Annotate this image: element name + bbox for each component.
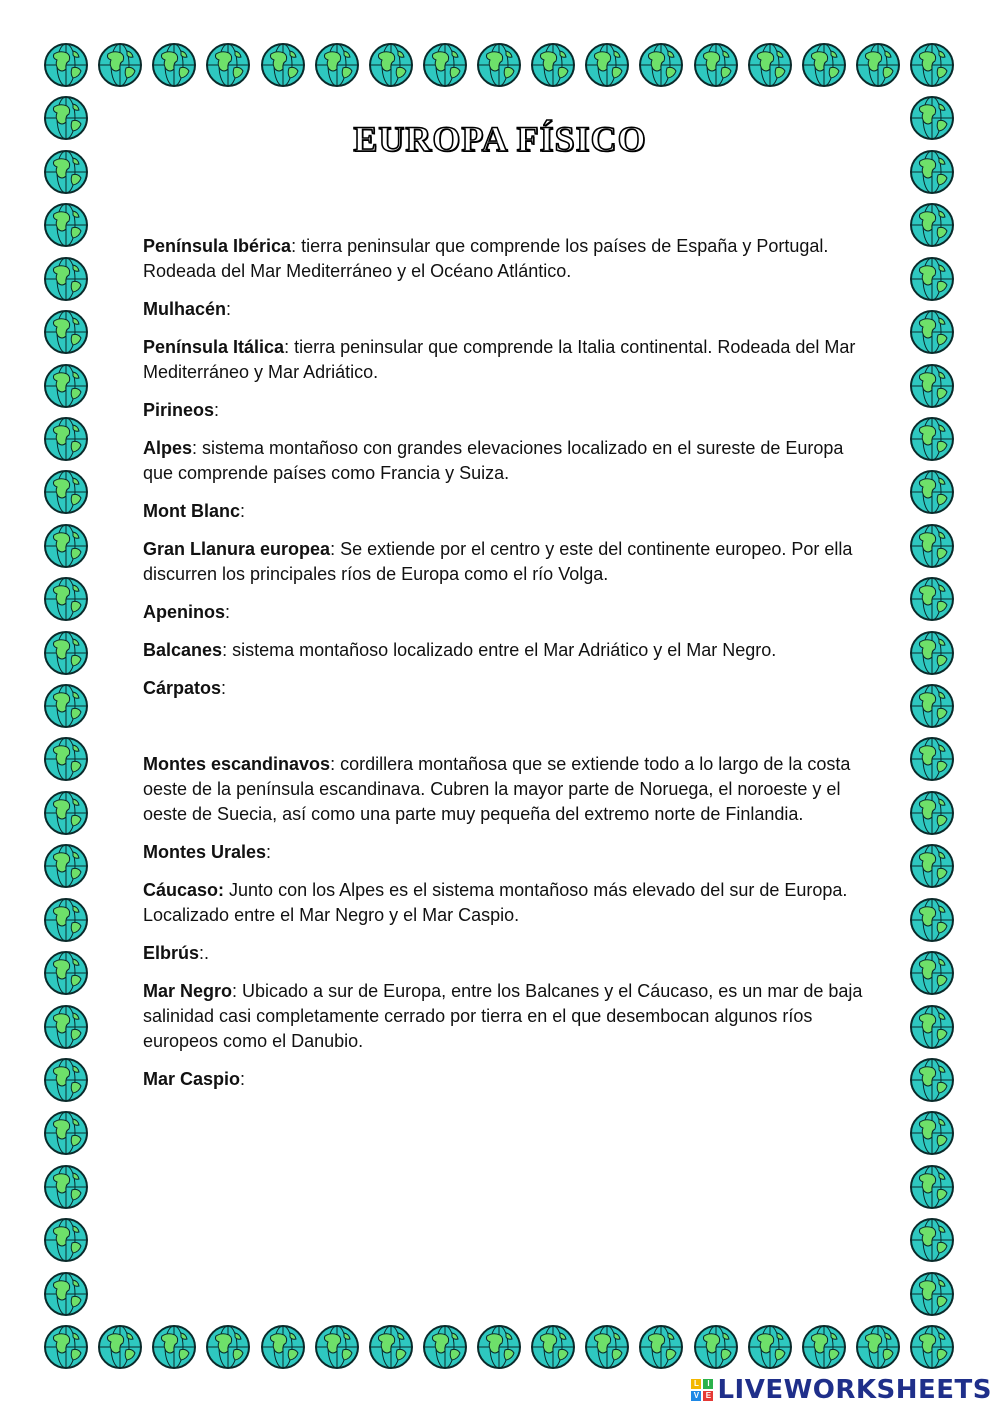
globe-icon xyxy=(908,1216,956,1264)
globe-icon xyxy=(313,41,361,89)
globe-icon xyxy=(42,41,90,89)
entry-text: :. xyxy=(199,943,210,963)
globe-icon xyxy=(746,1323,794,1371)
globe-icon xyxy=(800,41,848,89)
globe-icon xyxy=(42,1109,90,1157)
entry-mar-caspio xyxy=(143,1067,863,1092)
entry-term: Elbrús xyxy=(143,943,200,963)
globe-icon xyxy=(367,41,415,89)
globe-icon xyxy=(529,41,577,89)
globe-icon xyxy=(529,1323,577,1371)
globe-icon xyxy=(637,41,685,89)
entry-text: : xyxy=(225,602,231,622)
globe-icon xyxy=(367,1323,415,1371)
globe-icon xyxy=(692,41,740,89)
globe-icon xyxy=(637,1323,685,1371)
globe-icon xyxy=(42,1216,90,1264)
globe-icon xyxy=(421,41,469,89)
page-title: EUROPA FÍSICO xyxy=(353,119,647,159)
globe-icon xyxy=(204,41,252,89)
globe-icon xyxy=(42,468,90,516)
entry-term: Montes escandinavos xyxy=(143,754,331,774)
entry-text: : xyxy=(214,400,220,420)
globe-icon xyxy=(42,255,90,303)
globe-icon xyxy=(908,682,956,730)
globe-icon xyxy=(313,1323,361,1371)
entry-apeninos xyxy=(143,600,863,625)
globe-icon xyxy=(42,842,90,890)
globe-icon xyxy=(908,255,956,303)
globe-icon xyxy=(259,1323,307,1371)
entry-gran-llanura-europea xyxy=(143,537,863,587)
entry-text: : Se extiende por el centro y este del continente europeo. Por ella discurren los principales ríos de Europa como el río Volga. xyxy=(143,539,853,584)
globe-icon xyxy=(42,522,90,570)
entry-text: Junto con los Alpes es el sistema montañoso más elevado del sur de Europa. Localizado entre el Mar Negro y el Mar Caspio. xyxy=(143,880,848,925)
entry-peninsula-italica xyxy=(143,335,863,385)
entry-term: Mulhacén xyxy=(143,299,227,319)
entry-mont-blanc xyxy=(143,499,863,524)
globe-icon xyxy=(908,415,956,463)
globe-icon xyxy=(908,41,956,89)
globe-icon xyxy=(96,41,144,89)
entry-text: : xyxy=(240,1069,246,1089)
entry-term: Montes Urales xyxy=(143,842,267,862)
globe-icon xyxy=(908,735,956,783)
globe-icon xyxy=(475,1323,523,1371)
entry-text: : tierra peninsular que comprende los países de España y Portugal. Rodeada del Mar Mediterráneo y el Océano Atlántico. xyxy=(143,236,829,281)
logo-letter: L xyxy=(691,1379,701,1389)
entry-text: : xyxy=(226,299,232,319)
globe-icon xyxy=(800,1323,848,1371)
globe-icon xyxy=(42,949,90,997)
globe-icon xyxy=(908,308,956,356)
entry-balcanes xyxy=(143,638,863,663)
entry-term: Península Itálica xyxy=(143,337,285,357)
entry-montes-escandinavos xyxy=(143,752,863,827)
globe-icon xyxy=(692,1323,740,1371)
globe-icon xyxy=(908,522,956,570)
entry-text: : Ubicado a sur de Europa, entre los Balcanes y el Cáucaso, es un mar de baja salinidad casi completamente cerrado por tierra en el que desembocan algunos ríos europeos como el Danubio. xyxy=(143,981,863,1051)
entry-term: Gran Llanura europea xyxy=(143,539,331,559)
globe-icon xyxy=(908,1109,956,1157)
globe-icon xyxy=(42,308,90,356)
globe-icon xyxy=(42,201,90,249)
globe-icon xyxy=(908,1056,956,1104)
entry-term: Mar Negro xyxy=(143,981,233,1001)
globe-icon xyxy=(908,468,956,516)
logo-text: LIVEWORKSHEETS xyxy=(717,1375,992,1405)
entry-term: Balcanes xyxy=(143,640,223,660)
globe-icon xyxy=(908,1270,956,1318)
globe-icon xyxy=(908,1003,956,1051)
globe-icon xyxy=(583,1323,631,1371)
globe-icon xyxy=(42,1270,90,1318)
globe-icon xyxy=(42,789,90,837)
entry-term: Cárpatos xyxy=(143,678,222,698)
entry-pirineos xyxy=(143,398,863,423)
globe-icon xyxy=(204,1323,252,1371)
logo-mark xyxy=(691,1379,713,1401)
liveworksheets-logo[interactable] xyxy=(691,1373,992,1407)
globe-icon xyxy=(150,41,198,89)
entry-mar-negro xyxy=(143,979,863,1054)
globe-icon xyxy=(746,41,794,89)
globe-icon xyxy=(42,362,90,410)
globe-icon xyxy=(908,789,956,837)
globe-icon xyxy=(42,1323,90,1371)
entry-peninsula-iberica xyxy=(143,234,863,284)
globe-icon xyxy=(42,1056,90,1104)
globe-icon xyxy=(908,629,956,677)
globe-icon xyxy=(908,201,956,249)
globe-icon xyxy=(583,41,631,89)
globe-icon xyxy=(908,1323,956,1371)
entry-text: : xyxy=(266,842,272,862)
globe-icon xyxy=(908,896,956,944)
globe-icon xyxy=(42,575,90,623)
entry-term: Península Ibérica xyxy=(143,236,292,256)
globe-icon xyxy=(908,575,956,623)
entry-term: Apeninos xyxy=(143,602,226,622)
entry-text: : xyxy=(221,678,227,698)
globe-icon xyxy=(421,1323,469,1371)
globe-icon xyxy=(908,842,956,890)
entry-text: : xyxy=(240,501,246,521)
logo-letter: E xyxy=(703,1391,713,1401)
globe-icon xyxy=(42,415,90,463)
globe-icon xyxy=(475,41,523,89)
entry-term: Pirineos xyxy=(143,400,215,420)
globe-icon xyxy=(42,735,90,783)
entry-term: Mar Caspio xyxy=(143,1069,241,1089)
logo-letter: I xyxy=(703,1379,713,1389)
globe-icon xyxy=(854,1323,902,1371)
entry-mulhacen xyxy=(143,297,863,322)
globe-icon xyxy=(854,41,902,89)
globe-icon xyxy=(96,1323,144,1371)
globe-icon xyxy=(42,1003,90,1051)
entry-alpes xyxy=(143,436,863,486)
globe-icon xyxy=(259,41,307,89)
globe-icon xyxy=(908,1163,956,1211)
entry-carpatos xyxy=(143,676,863,701)
globe-icon xyxy=(42,629,90,677)
entry-term: Cáucaso: xyxy=(143,880,225,900)
entry-montes-urales xyxy=(143,840,863,865)
globe-icon xyxy=(42,1163,90,1211)
entry-text: : sistema montañoso con grandes elevaciones localizado en el sureste de Europa que comprende países como Francia y Suiza. xyxy=(143,438,844,483)
entries-list xyxy=(143,234,863,1105)
globe-icon xyxy=(42,896,90,944)
entry-caucaso xyxy=(143,878,863,928)
entry-term: Alpes xyxy=(143,438,193,458)
globe-icon xyxy=(908,362,956,410)
entry-text: : sistema montañoso localizado entre el Mar Adriático y el Mar Negro. xyxy=(222,640,777,660)
logo-letter: V xyxy=(691,1391,701,1401)
globe-icon xyxy=(150,1323,198,1371)
entry-elbrus xyxy=(143,941,863,966)
entry-term: Mont Blanc xyxy=(143,501,240,521)
globe-icon xyxy=(908,949,956,997)
globe-icon xyxy=(42,682,90,730)
entry-text: : tierra peninsular que comprende la Italia continental. Rodeada del Mar Mediterráneo y Mar Adriático. xyxy=(143,337,856,382)
entry-text: : cordillera montañosa que se extiende todo a lo largo de la costa oeste de la península escandinava. Cubren la mayor parte de Noruega, el noroeste y el oeste de Suecia, así como una parte muy pequeña del extremo norte de Finlandia. xyxy=(143,754,851,824)
